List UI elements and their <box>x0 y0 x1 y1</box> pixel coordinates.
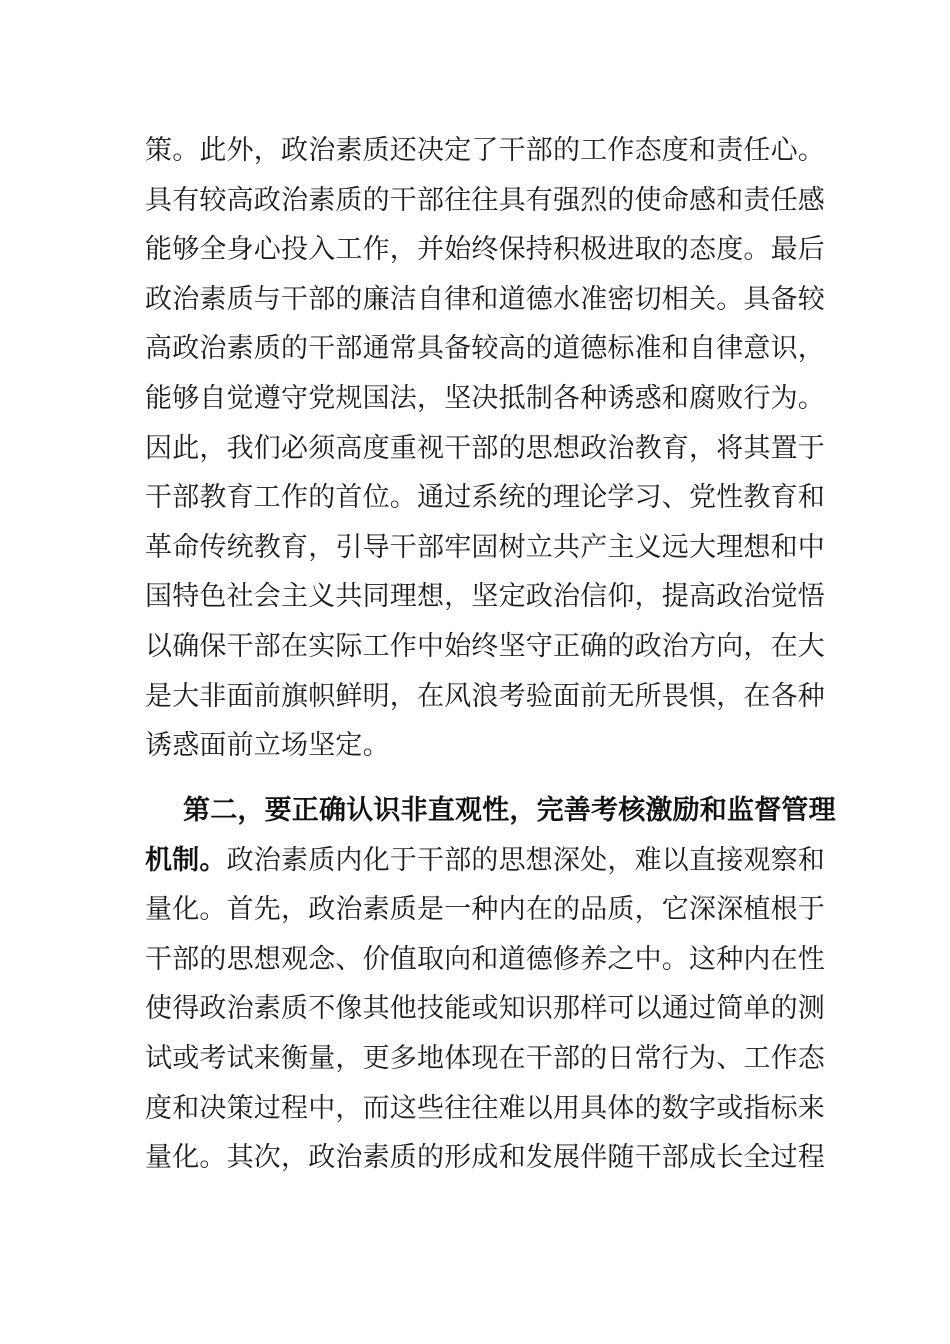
text-line: 使得政治素质不像其他技能或知识那样可以通过简单的测 <box>145 993 825 1025</box>
text-line: 是大非面前旗帜鲜明，在风浪考验面前无所畏惧，在各种 <box>145 680 825 712</box>
text-line: 国特色社会主义共同理想，坚定政治信仰，提高政治觉悟 <box>145 581 825 613</box>
text-line: 诱惑面前立场坚定。 <box>145 730 390 762</box>
text-line: 干部教育工作的首位。通过系统的理论学习、党性教育和 <box>145 482 825 514</box>
section-heading-end: 机制。 <box>145 844 227 876</box>
paragraph-second-point <box>145 786 836 1183</box>
text-line: 政治素质与干部的廉洁自律和道德水准密切相关。具备较 <box>145 283 825 315</box>
text-line <box>145 836 826 886</box>
text-line: 策。此外，政治素质还决定了干部的工作态度和责任心。 <box>145 135 825 166</box>
text-line: 干部的思想观念、价值取向和道德修养之中。这种内在性 <box>145 943 825 975</box>
text-line: 以确保干部在实际工作中始终坚守正确的政治方向，在大 <box>145 630 825 662</box>
text-line: 具有较高政治素质的干部往往具有强烈的使命感和责任感 <box>145 184 825 216</box>
text-line: 能够自觉遵守党规国法，坚决抵制各种诱惑和腐败行为。 <box>145 382 825 414</box>
text-line: 能够全身心投入工作，并始终保持积极进取的态度。最后 <box>145 234 825 266</box>
paragraph-political-quality <box>145 126 825 771</box>
text-run: 政治素质内化于干部的思想深处，难以直接观察和 <box>226 844 826 876</box>
text-line: 高政治素质的干部通常具备较高的道德标准和自律意识， <box>145 333 825 365</box>
text-line: 度和决策过程中，而这些往往难以用具体的数字或指标来 <box>145 1092 825 1124</box>
text-line: 革命传统教育，引导干部牢固树立共产主义远大理想和中 <box>145 531 825 563</box>
text-line: 量化。首先，政治素质是一种内在的品质，它深深植根于 <box>145 894 825 926</box>
section-heading: 第二，要正确认识非直观性，完善考核激励和监督管理 <box>183 795 836 826</box>
text-line: 试或考试来衡量，更多地体现在干部的日常行为、工作态 <box>145 1042 825 1074</box>
text-line: 因此，我们必须高度重视干部的思想政治教育，将其置于 <box>145 432 825 464</box>
text-line: 量化。其次，政治素质的形成和发展伴随干部成长全过程 <box>145 1142 825 1174</box>
